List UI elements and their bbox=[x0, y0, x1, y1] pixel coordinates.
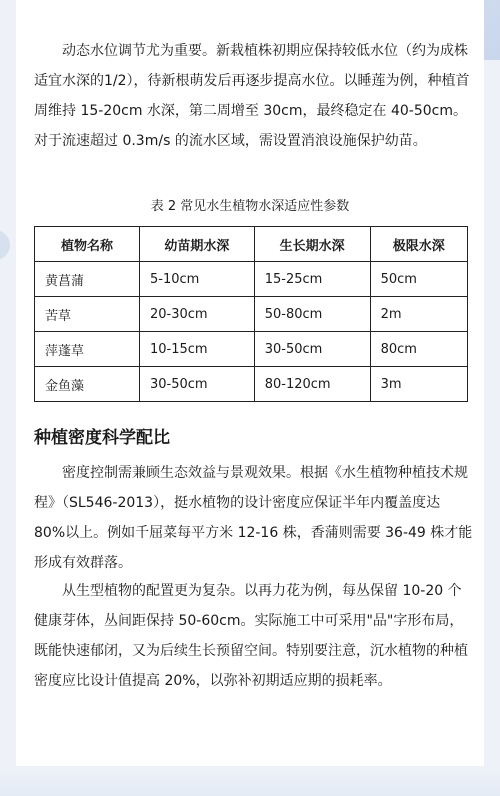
table-cell: 15-25cm bbox=[254, 262, 370, 297]
table-cell: 3m bbox=[370, 367, 467, 402]
table-cell: 80cm bbox=[370, 332, 467, 367]
table-row bbox=[35, 332, 468, 367]
table-row bbox=[35, 262, 468, 297]
table-cell: 金鱼藻 bbox=[35, 367, 140, 402]
table-cell: 50-80cm bbox=[254, 297, 370, 332]
table-cell: 2m bbox=[370, 297, 467, 332]
table-row bbox=[35, 297, 468, 332]
document-page bbox=[16, 0, 484, 796]
column-header: 生长期水深 bbox=[254, 227, 370, 262]
column-header: 植物名称 bbox=[35, 227, 140, 262]
intro-paragraph: 动态水位调节尤为重要。新栽植株初期应保持较低水位（约为成株适宜水深的1/2），待新根萌发后再逐步提高水位。以睡莲为例，种植首周维持 15-20cm 水深，第二周增至 30cm，最终稳定在 40-50cm。对于流速超过 0.3m/s 的流水区域，需设置消浪设施保护幼苗。 bbox=[34, 43, 470, 149]
table-caption: 表 2 常见水生植物水深适应性参数 bbox=[150, 199, 350, 214]
column-header: 幼苗期水深 bbox=[140, 227, 255, 262]
table-cell: 80-120cm bbox=[254, 367, 370, 402]
background-decoration bbox=[0, 230, 10, 260]
section-heading: 种植密度科学配比 bbox=[34, 428, 170, 448]
table-cell: 苦草 bbox=[35, 297, 140, 332]
table-cell: 5-10cm bbox=[140, 262, 255, 297]
column-header: 极限水深 bbox=[370, 227, 467, 262]
table-row bbox=[35, 367, 468, 402]
table-header-row bbox=[35, 227, 468, 262]
background-decoration bbox=[0, 766, 500, 796]
table-cell: 萍蓬草 bbox=[35, 332, 140, 367]
table-cell: 10-15cm bbox=[140, 332, 255, 367]
table-cell: 黄菖蒲 bbox=[35, 262, 140, 297]
table-cell: 30-50cm bbox=[254, 332, 370, 367]
density-paragraph: 密度控制需兼顾生态效益与景观效果。根据《水生植物种植技术规程》（SL546-2013），挺水植物的设计密度应保证半年内覆盖度达 80%以上。例如千屈菜每平方米 12-16 株，香蒲则需要 36-49 株才能形成有效群落。 bbox=[34, 465, 473, 571]
table-cell: 50cm bbox=[370, 262, 467, 297]
table-cell: 20-30cm bbox=[140, 297, 255, 332]
configuration-paragraph: 从生型植物的配置更为复杂。以再力花为例，每丛保留 10-20 个健康芽体，丛间距保持 50-60cm。实际施工中可采用"品"字形布局，既能快速郁闭，又为后续生长预留空间。特别要注意，沉水植物的种植密度应比设计值提高 20%，以弥补初期适应期的损耗率。 bbox=[34, 583, 468, 689]
water-depth-table bbox=[34, 226, 468, 402]
table-cell: 30-50cm bbox=[140, 367, 255, 402]
